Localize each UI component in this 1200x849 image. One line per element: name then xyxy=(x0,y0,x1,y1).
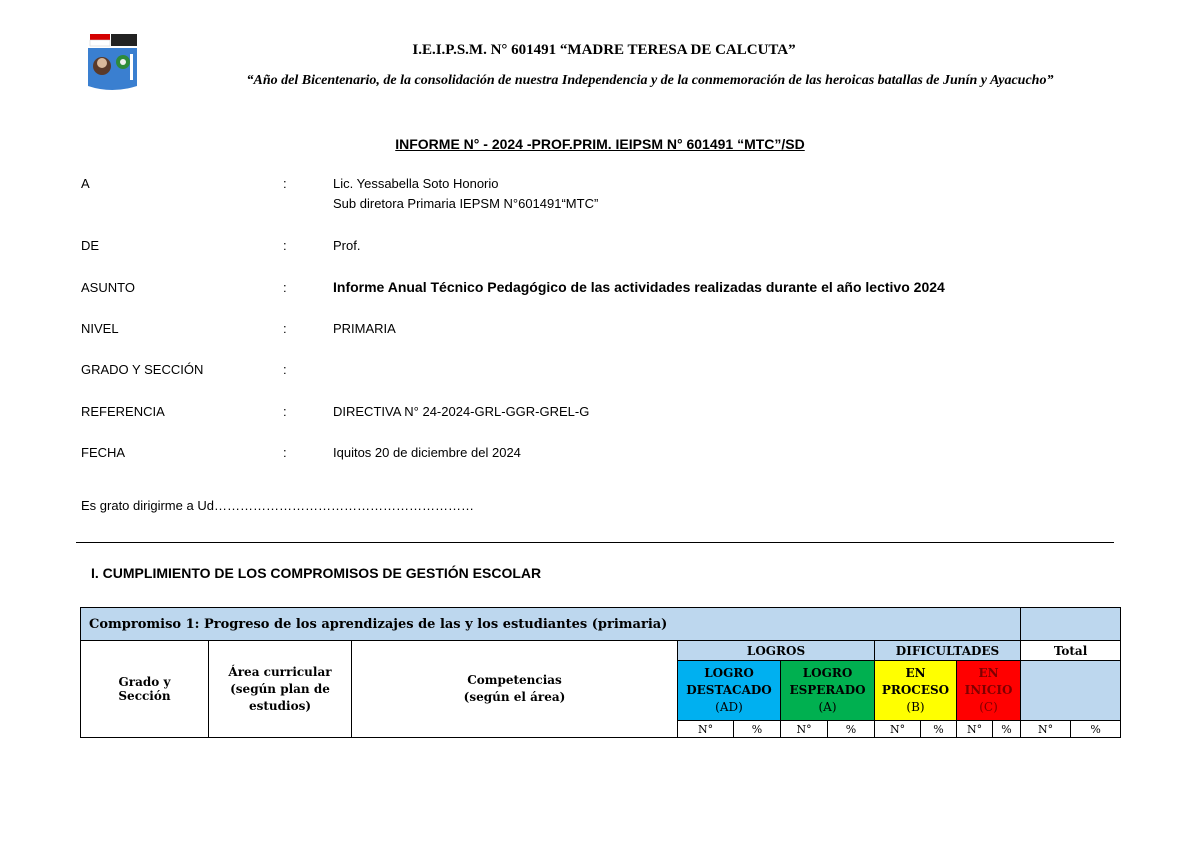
c-n-header: N° xyxy=(957,721,993,738)
total-subheader xyxy=(1021,661,1121,721)
field-nivel-label: NIVEL xyxy=(81,321,119,336)
field-nivel-value: PRIMARIA xyxy=(333,321,396,336)
logro-destacado-header xyxy=(678,661,781,721)
field-grado-colon: : xyxy=(283,362,287,377)
divider xyxy=(76,542,1114,543)
section-title: I. CUMPLIMIENTO DE LOS COMPROMISOS DE GESTIÓN ESCOLAR xyxy=(91,565,542,581)
compromiso-title-empty xyxy=(1021,608,1121,641)
compromiso-table xyxy=(80,607,1121,738)
field-fecha-colon: : xyxy=(283,445,287,460)
field-grado-label: GRADO Y SECCIÓN xyxy=(81,362,204,377)
ad-n-header: N° xyxy=(678,721,734,738)
en-proceso-line1: EN xyxy=(905,666,926,680)
field-referencia-value: DIRECTIVA N° 24-2024-GRL-GGR-GREL-G xyxy=(333,404,590,419)
field-fecha-value: Iquitos 20 de diciembre del 2024 xyxy=(333,445,521,460)
area-header-line2: (según plan de xyxy=(230,681,330,696)
grado-header-line2: Sección xyxy=(118,689,171,703)
logro-esperado-code: (A) xyxy=(818,700,837,714)
area-header-line3: estudios) xyxy=(248,698,312,713)
year-motto: “Año del Bicentenario, de la consolidación de nuestra Independencia y de la conmemoración de las heroicas batallas de Junín y Ayacucho” xyxy=(246,73,1054,88)
grado-header xyxy=(81,641,209,738)
en-proceso-code: (B) xyxy=(906,700,925,714)
field-asunto-label: ASUNTO xyxy=(81,280,135,295)
field-referencia-label: REFERENCIA xyxy=(81,404,165,419)
a-pct-header: % xyxy=(828,721,875,738)
logro-esperado-header xyxy=(781,661,875,721)
en-inicio-header xyxy=(957,661,1021,721)
compromiso-title: Compromiso 1: Progreso de los aprendizajes de las y los estudiantes (primaria) xyxy=(81,608,1021,641)
logro-destacado-code: (AD) xyxy=(715,700,743,714)
en-inicio-code: (C) xyxy=(979,700,998,714)
field-referencia-colon: : xyxy=(283,404,287,419)
field-a-label: A xyxy=(81,176,90,191)
en-proceso-header xyxy=(875,661,957,721)
field-de-label: DE xyxy=(81,238,100,253)
competencias-header-line1: Competencias xyxy=(467,673,562,687)
dificultades-header: DIFICULTADES xyxy=(875,641,1021,661)
field-fecha-label: FECHA xyxy=(81,445,126,460)
logro-destacado-line1: LOGRO xyxy=(704,666,754,680)
field-asunto-value: Informe Anual Técnico Pedagógico de las actividades realizadas durante el año lectivo 2024 xyxy=(333,279,945,295)
field-de-value: Prof. xyxy=(333,238,361,253)
competencias-header-line2: (según el área) xyxy=(463,690,566,704)
informe-title: INFORME N° - 2024 -PROF.PRIM. IEIPSM N° 601491 “MTC”/SD xyxy=(395,136,805,152)
b-pct-header: % xyxy=(921,721,957,738)
field-a-value-role: Sub diretora Primaria IEPSM N°601491“MTC” xyxy=(333,196,599,211)
field-asunto-colon: : xyxy=(283,280,287,295)
competencias-header xyxy=(352,641,678,738)
c-pct-header: % xyxy=(993,721,1021,738)
en-inicio-line2: INICIO xyxy=(964,683,1013,697)
grado-header-line1: Grado y xyxy=(118,675,171,689)
school-logo-icon xyxy=(86,32,139,92)
logro-esperado-line2: ESPERADO xyxy=(789,683,866,697)
logros-header: LOGROS xyxy=(678,641,875,661)
institution-title: I.E.I.P.S.M. N° 601491 “MADRE TERESA DE CALCUTA” xyxy=(412,42,796,58)
field-a-value-name: Lic. Yessabella Soto Honorio xyxy=(333,176,499,191)
greeting-text: Es grato dirigirme a Ud…………………………………………………… xyxy=(81,498,474,513)
total-header: Total xyxy=(1021,641,1121,661)
a-n-header: N° xyxy=(781,721,828,738)
total-pct-header: % xyxy=(1071,721,1121,738)
logro-esperado-line1: LOGRO xyxy=(802,666,853,680)
field-nivel-colon: : xyxy=(283,321,287,336)
total-n-header: N° xyxy=(1021,721,1071,738)
logro-destacado-line2: DESTACADO xyxy=(686,683,772,697)
ad-pct-header: % xyxy=(734,721,781,738)
en-proceso-line2: PROCESO xyxy=(881,683,950,697)
field-a-colon: : xyxy=(283,176,287,191)
area-header xyxy=(209,641,352,738)
area-header-line1: Área curricular xyxy=(228,664,332,679)
b-n-header: N° xyxy=(875,721,921,738)
field-de-colon: : xyxy=(283,238,287,253)
en-inicio-line1: EN xyxy=(978,666,999,680)
